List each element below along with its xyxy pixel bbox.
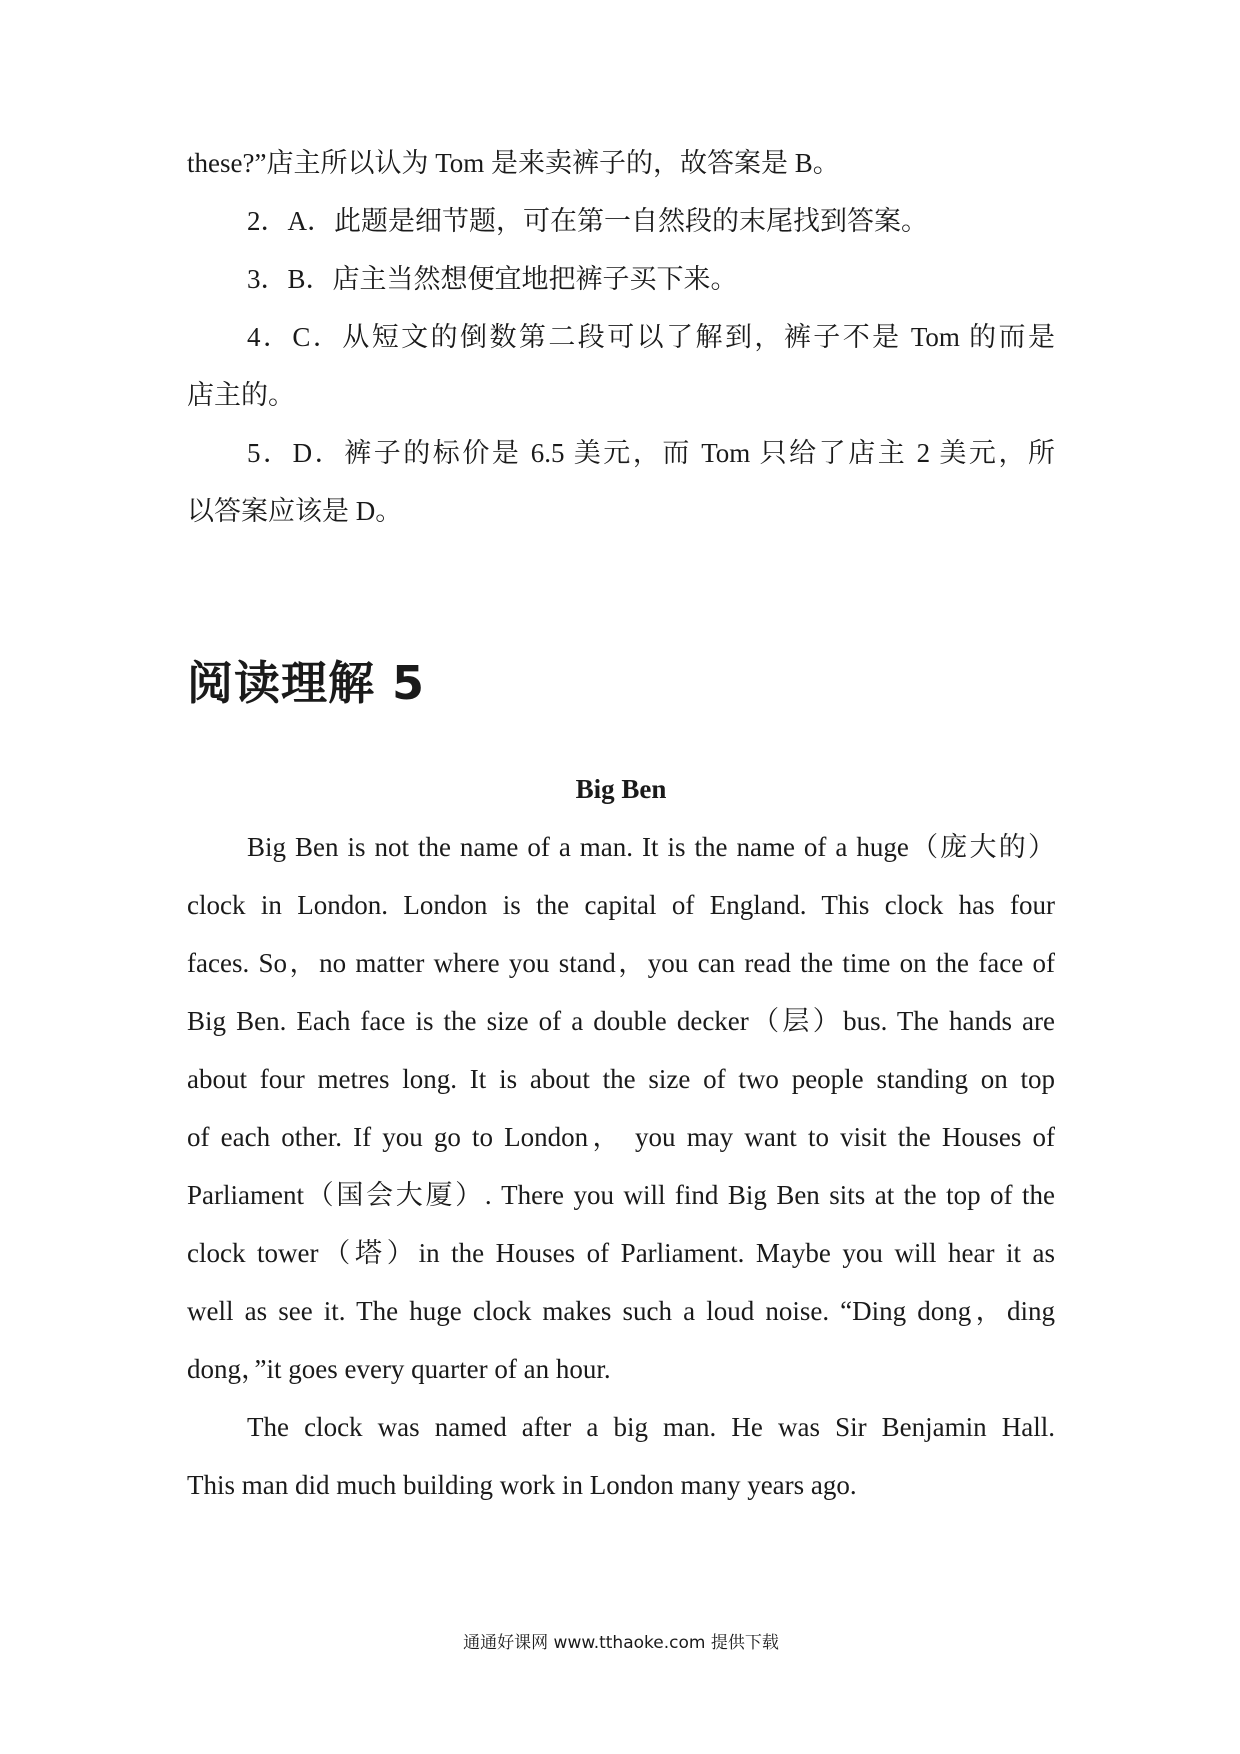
answer-item-4-line-2: 店主的。 [187, 380, 295, 410]
answer-item-3: 3．B．店主当然想便宜地把裤子买下来。 [247, 264, 738, 294]
answer-item-4-line-1: 4．C．从短文的倒数第二段可以了解到，裤子不是 Tom 的而是 [247, 322, 1055, 352]
passage-title: Big Ben [575, 774, 667, 804]
document-page [187, 0, 1055, 1754]
answer-item-2: 2．A．此题是细节题，可在第一自然段的末尾找到答案。 [247, 206, 928, 236]
section-heading: 阅读理解 5 [187, 656, 426, 710]
paragraph-1-line: Big Ben. Each face is the size of a double decker（层）bus. The hands are [187, 1006, 1055, 1036]
paragraph-1-line: about four metres long. It is about the size of two people standing on top [187, 1064, 1055, 1094]
paragraph-1-line: well as see it. The huge clock makes such a loud noise. “Ding dong，ding [187, 1296, 1055, 1326]
paragraph-1-line: Parliament（国会大厦）. There you will find Big Ben sits at the top of the [187, 1180, 1055, 1210]
paragraph-1-line: dong，”it goes every quarter of an hour. [187, 1354, 611, 1384]
paragraph-1-line: clock tower（塔）in the Houses of Parliament. Maybe you will hear it as [187, 1238, 1055, 1268]
answer-item-5-line-2: 以答案应该是 D。 [187, 496, 403, 526]
answer-item-5-line-1: 5．D．裤子的标价是 6.5 美元，而 Tom 只给了店主 2 美元，所 [247, 438, 1055, 468]
paragraph-1-line: of each other. If you go to London， you may want to visit the Houses of [187, 1122, 1055, 1152]
answer-continuation-line: these?”店主所以认为 Tom 是来卖裤子的，故答案是 B。 [187, 148, 840, 178]
paragraph-1-line: clock in London. London is the capital of England. This clock has four [187, 890, 1055, 920]
paragraph-1-line: Big Ben is not the name of a man. It is the name of a huge（庞大的） [247, 832, 1055, 862]
paragraph-1-line: faces. So，no matter where you stand，you can read the time on the face of [187, 948, 1055, 978]
paragraph-2-line: This man did much building work in London many years ago. [187, 1470, 857, 1500]
page-footer: 通通好课网 www.tthaoke.com 提供下载 [463, 1633, 779, 1653]
paragraph-2-line: The clock was named after a big man. He was Sir Benjamin Hall. [247, 1412, 1055, 1442]
